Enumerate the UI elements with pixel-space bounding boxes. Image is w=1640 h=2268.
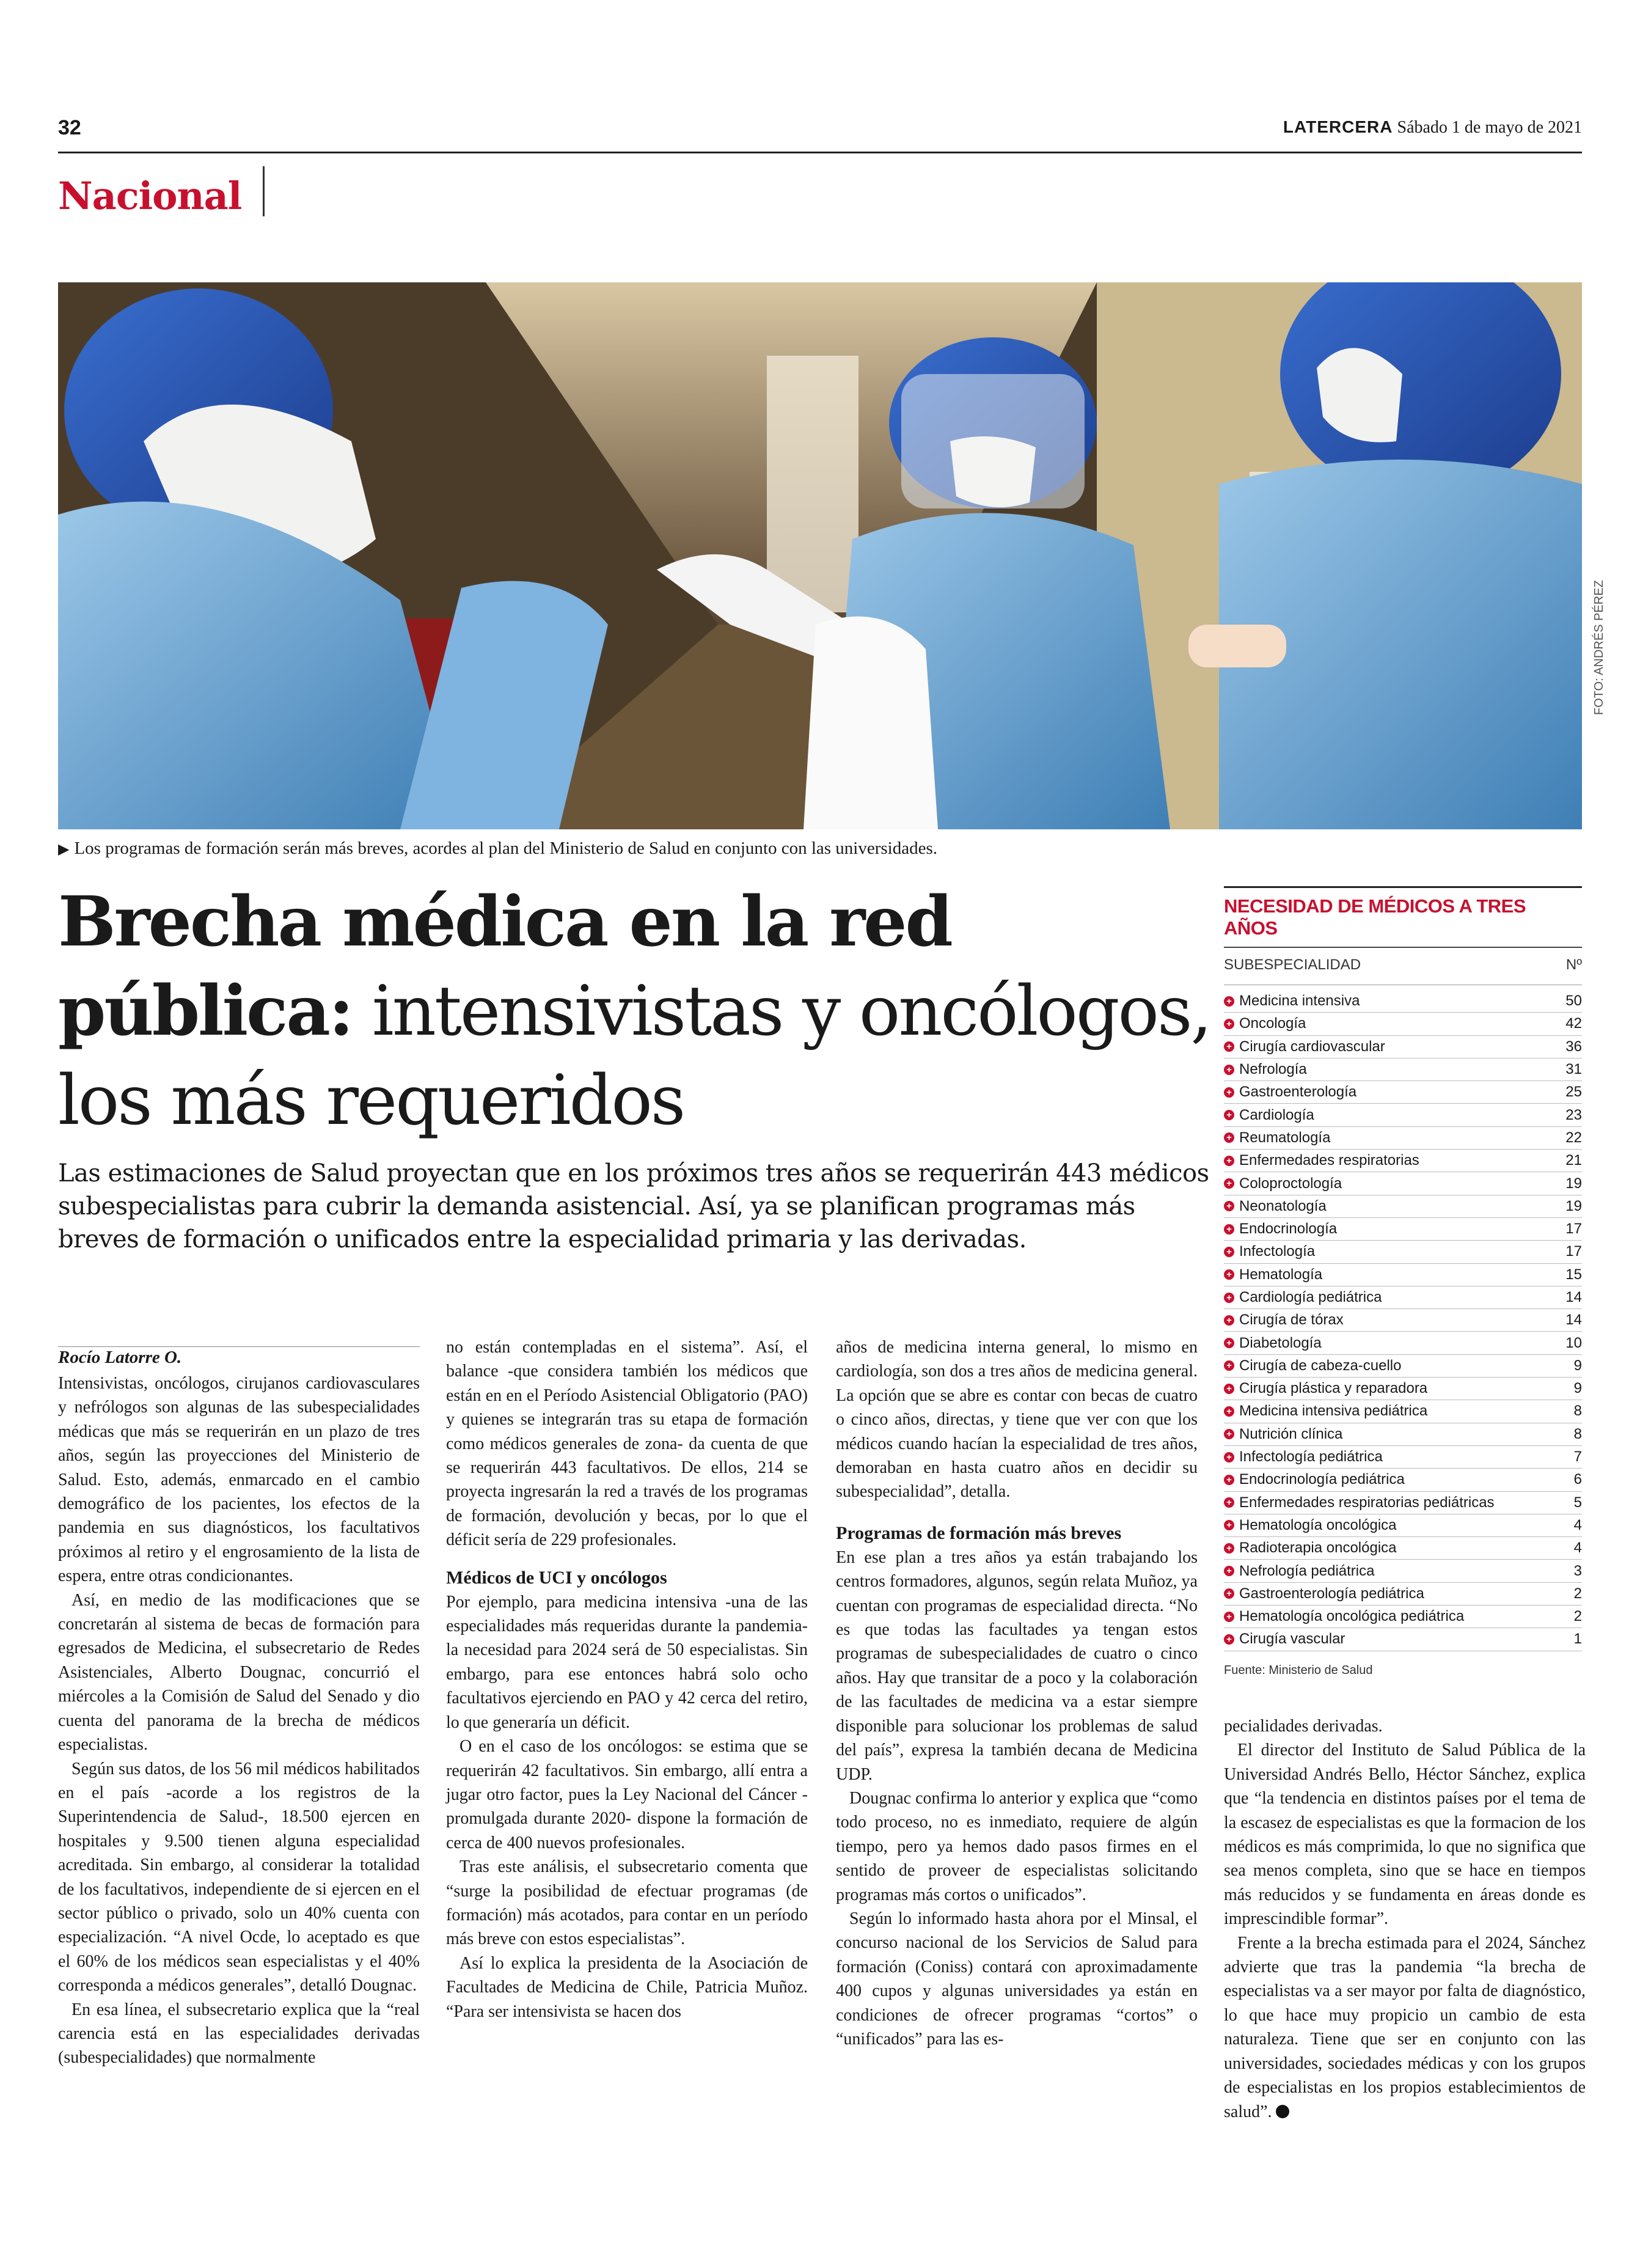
plus-bullet-icon: + (1224, 1041, 1234, 1052)
doctors-needed-value: 19 (1565, 1197, 1582, 1214)
plus-bullet-icon: + (1224, 1315, 1234, 1326)
plus-bullet-icon: + (1224, 1543, 1234, 1554)
table-source: Fuente: Ministerio de Salud (1224, 1663, 1373, 1677)
end-mark-icon (1276, 2105, 1289, 2118)
plus-bullet-icon: + (1224, 1247, 1234, 1257)
table-row (1224, 1195, 1582, 1218)
paragraph: no están contempladas en el sistema”. Así, el balance -que considera también los médicos que están en en el Período Asistencial Obligatorio (PAO) y quienes se integrarán tras su etapa de formación como médicos generales de zona- da cuenta de que se requerirán 443 facultativos. De ellos, 214 se proyecta ingresarán la red a través de los programas de formación, devolución y becas, por lo que el déficit sería de 229 profesionales. (446, 1338, 808, 1550)
subspecialty-name: Enfermedades respiratorias pediátricas (1239, 1494, 1495, 1511)
table-row (1224, 1081, 1582, 1104)
doctors-needed-value: 17 (1565, 1220, 1582, 1238)
table-row (1224, 1264, 1582, 1286)
table-row (1224, 1446, 1582, 1469)
paragraph: pecialidades derivadas. (1224, 1717, 1383, 1736)
plus-bullet-icon: + (1224, 1452, 1234, 1462)
article-photo (58, 282, 1582, 829)
table-row (1224, 990, 1582, 1013)
table-row (1224, 1537, 1582, 1560)
issue-date: Sábado 1 de mayo de 2021 (1397, 118, 1582, 137)
table-row (1224, 1492, 1582, 1514)
table-row (1224, 1583, 1582, 1606)
doctors-needed-value: 36 (1565, 1038, 1582, 1055)
subspecialty-name: Infectología pediátrica (1239, 1448, 1383, 1466)
table-row (1224, 1104, 1582, 1126)
photo-caption (58, 839, 937, 859)
plus-bullet-icon: + (1224, 1475, 1234, 1485)
subspecialty-name: Enfermedades respiratorias (1239, 1152, 1419, 1169)
doctors-needed-value: 6 (1573, 1471, 1582, 1488)
plus-bullet-icon: + (1224, 1065, 1234, 1075)
paragraph: En esa línea, el subsecretario explica que la “real carencia está en las especialidades derivadas (subespecialidades) que normalmente (58, 2000, 420, 2068)
paragraph: Así, en medio de las modificaciones que se concretarán al sistema de becas de formación para egresados de Medicina, el subsecretario de Redes Asistenciales, Alberto Dougnac, concurrió el miércoles a la Comisión de Salud del Senado y dio cuenta del panorama de la brecha de médicos especialistas. (58, 1590, 420, 1755)
article-column-3 (836, 1335, 1198, 2051)
doctors-needed-value: 23 (1565, 1106, 1582, 1123)
page-number: 32 (58, 116, 81, 139)
table-title: NECESIDAD DE MÉDICOS A TRES AÑOS (1224, 895, 1526, 939)
subspecialty-name: Cardiología (1239, 1106, 1314, 1123)
table-row (1224, 1309, 1582, 1332)
table-row (1224, 1606, 1582, 1628)
headline-bold: Brecha médica en la red pública: (58, 882, 951, 1051)
plus-bullet-icon: + (1224, 1087, 1234, 1098)
subspecialty-name: Radioterapia oncológica (1239, 1540, 1397, 1557)
plus-bullet-icon: + (1224, 1588, 1234, 1599)
column-header-subspecialty: SUBESPECIALIDAD (1224, 956, 1361, 973)
subspecialty-name: Cirugía plástica y reparadora (1239, 1380, 1428, 1397)
caption-text: Los programas de formación serán más breves, acordes al plan del Ministerio de Salud en conjunto con las universidades. (74, 839, 938, 858)
doctors-needed-value: 15 (1565, 1266, 1582, 1283)
table-row (1224, 1059, 1582, 1081)
subhead: Médicos de UCI y oncólogos (446, 1567, 667, 1588)
subspecialty-name: Cirugía de tórax (1239, 1312, 1344, 1329)
subspecialty-name: Nutrición clínica (1239, 1425, 1343, 1442)
byline: Rocío Latorre O. (58, 1348, 182, 1367)
subspecialty-name: Gastroenterología (1239, 1084, 1357, 1101)
paragraph: Así lo explica la presidenta de la Asociación de Facultades de Medicina de Chile, Patricia Muñoz. “Para ser intensivista se hacen dos (446, 1953, 808, 2021)
photo-credit: FOTO: ANDRÉS PÉREZ (1592, 580, 1606, 715)
plus-bullet-icon: + (1224, 1132, 1234, 1143)
plus-bullet-icon: + (1224, 1497, 1234, 1508)
table-row (1224, 1469, 1582, 1491)
doctors-needed-value: 2 (1573, 1585, 1582, 1602)
subspecialty-name: Medicina intensiva pediátrica (1239, 1403, 1428, 1420)
plus-bullet-icon: + (1224, 1612, 1234, 1622)
table-row (1224, 1218, 1582, 1241)
table-row (1224, 1332, 1582, 1354)
section-divider (263, 166, 265, 216)
dek: Las estimaciones de Salud proyectan que en los próximos tres años se requerirán 443 médicos subespecialistas para cubrir la demanda asistencial. Así, ya se planifican programas más breves de formación o unificados entre la especialidad primaria y las derivadas. (58, 1159, 1209, 1253)
byline-rule (58, 1346, 420, 1347)
doctors-needed-value: 50 (1565, 993, 1582, 1010)
article-column-4 (1224, 1714, 1586, 2124)
section-title: Nacional (58, 174, 242, 218)
paragraph: Intensivistas, oncólogos, cirujanos cardiovasculares y nefrólogos son algunas de las subespecialidades médicas que más se requerirán en un plazo de tres años, según las proyecciones del Ministerio de Salud. Esto, además, enmarcado en el cambio demográfico de los pacientes, los efectos de la pandemia en sus diagnósticos, los facultativos próximos al retiro y el engrosamiento de la lista de espera, entre otras condicionantes. (58, 1374, 420, 1586)
table-row (1224, 1628, 1582, 1651)
doctors-needed-value: 14 (1565, 1312, 1582, 1329)
plus-bullet-icon: + (1224, 1338, 1234, 1348)
subhead: Programas de formación más breves (836, 1522, 1122, 1543)
table-row (1224, 1378, 1582, 1400)
subspecialty-name: Cirugía de cabeza-cuello (1239, 1357, 1402, 1374)
doctors-needed-value: 22 (1565, 1129, 1582, 1146)
plus-bullet-icon: + (1224, 1566, 1234, 1576)
doctors-needed-value: 8 (1573, 1403, 1582, 1420)
plus-bullet-icon: + (1224, 1156, 1234, 1166)
plus-bullet-icon: + (1224, 1110, 1234, 1120)
doctors-needed-value: 1 (1573, 1631, 1582, 1648)
caption-arrow-icon: ▶ (58, 842, 70, 857)
plus-bullet-icon: + (1224, 1201, 1234, 1211)
plus-bullet-icon: + (1224, 1384, 1234, 1394)
table-row (1224, 1423, 1582, 1446)
doctors-needed-value: 19 (1565, 1175, 1582, 1192)
headline (58, 878, 1219, 1145)
brand-name: LATERCERA (1283, 117, 1393, 136)
table-body (1224, 990, 1582, 1651)
doctors-needed-value: 31 (1565, 1061, 1582, 1078)
table-row (1224, 1013, 1582, 1035)
plus-bullet-icon: + (1224, 1520, 1234, 1530)
subspecialty-name: Hematología oncológica (1239, 1516, 1397, 1533)
paragraph (1224, 1931, 1586, 2124)
paragraph: Tras este análisis, el subsecretario comenta que “surge la posibilidad de efectuar programas (de formación) más acotados, para contar en un período más breve con estos especialistas”. (446, 1857, 808, 1949)
paragraph: Dougnac confirma lo anterior y explica que “como todo proceso, no es inmediato, requiere de algún tiempo, pero ya hemos dado pasos firmes en el sentido de proveer de especialistas solicitando programas más cortos o unificados”. (836, 1788, 1198, 1904)
doctors-needed-value: 42 (1565, 1015, 1582, 1032)
table-row (1224, 1150, 1582, 1172)
doctors-needed-value: 10 (1565, 1334, 1582, 1351)
table-top-rule (1224, 886, 1582, 888)
subspecialty-name: Endocrinología pediátrica (1239, 1471, 1405, 1488)
headline-light: intensivistas y oncólogos, los más requeridos (58, 972, 1211, 1140)
subspecialty-name: Reumatología (1239, 1129, 1331, 1146)
doctors-needed-value: 3 (1573, 1562, 1582, 1579)
subspecialty-name: Infectología (1239, 1243, 1316, 1260)
subspecialty-name: Nefrología (1239, 1061, 1307, 1078)
plus-bullet-icon: + (1224, 1178, 1234, 1189)
doctors-needed-value: 7 (1573, 1448, 1582, 1466)
subspecialty-name: Medicina intensiva (1239, 993, 1360, 1010)
paragraph: años de medicina interna general, lo mismo en cardiología, son dos a tres años de medicina general. La opción que se abre es contar con becas de cuatro o cinco años, directas, y tiene que ver con que los médicos cuando hacían la especialidad de tres años, demoraban en hasta cuatro años en decidir su subespecialidad”, detalla. (836, 1338, 1198, 1502)
doctors-needed-value: 2 (1573, 1608, 1582, 1625)
doctors-needed-value: 17 (1565, 1243, 1582, 1260)
plus-bullet-icon: + (1224, 1429, 1234, 1439)
doctors-needed-value: 5 (1573, 1494, 1582, 1511)
paragraph: O en el caso de los oncólogos: se estima que se requerirán 42 facultativos. Sin embargo, allí entra a jugar otro factor, pues la Ley Nacional del Cáncer -promulgada durante 2020- dispone la formación de cerca de 400 nuevos profesionales. (446, 1737, 808, 1852)
subspecialty-name: Hematología (1239, 1266, 1323, 1283)
doctors-needed-value: 9 (1573, 1380, 1582, 1397)
subspecialty-name: Nefrología pediátrica (1239, 1562, 1375, 1579)
table-row (1224, 1036, 1582, 1059)
plus-bullet-icon: + (1224, 1360, 1234, 1371)
plus-bullet-icon: + (1224, 1634, 1234, 1645)
plus-bullet-icon: + (1224, 1224, 1234, 1235)
subspecialty-name: Coloproctología (1239, 1175, 1342, 1192)
subspecialty-name: Cirugía cardiovascular (1239, 1038, 1385, 1055)
table-row (1224, 1241, 1582, 1263)
subspecialty-name: Diabetología (1239, 1334, 1322, 1351)
doctors-needed-value: 14 (1565, 1289, 1582, 1305)
table-row (1224, 1355, 1582, 1378)
table-title-rule (1224, 947, 1582, 948)
doctors-needed-table (1224, 886, 1582, 1678)
table-row (1224, 1172, 1582, 1195)
table-row (1224, 1514, 1582, 1537)
plus-bullet-icon: + (1224, 1293, 1234, 1303)
table-row (1224, 1400, 1582, 1423)
doctors-needed-value: 4 (1573, 1540, 1582, 1557)
article-column-1 (58, 1348, 420, 2070)
subspecialty-name: Oncología (1239, 1015, 1306, 1032)
doctors-needed-value: 4 (1573, 1516, 1582, 1533)
doctors-needed-value: 9 (1573, 1357, 1582, 1374)
subspecialty-name: Neonatología (1239, 1197, 1327, 1214)
subspecialty-name: Hematología oncológica pediátrica (1239, 1608, 1465, 1625)
table-row (1224, 1127, 1582, 1150)
table-header (1224, 956, 1582, 977)
plus-bullet-icon: + (1224, 1269, 1234, 1280)
table-row (1224, 1560, 1582, 1582)
doctors-needed-value: 25 (1565, 1084, 1582, 1101)
paragraph: En ese plan a tres años ya están trabajando los centros formadores, algunos, según relata Muñoz, ya cuentan con programas de especialidad directa. “No es que todas las facultades ya tengan estos programas de subespecialidades de cuatro o cinco años. Hay que transitar de a poco y la colaboración de las facultades de medicina va a estar siempre disponible para solucionar los problemas de salud del país”, expresa la también decana de Medicina UDP. (836, 1547, 1198, 1784)
doctors-needed-value: 8 (1573, 1425, 1582, 1442)
paragraph: El director del Instituto de Salud Pública de la Universidad Andrés Bello, Héctor Sánchez, explica que “la tendencia en distintos países por el tema de la escasez de especialistas es que la formacion de los médicos es más comprimida, lo que no significa que sea menos completa, sino que se hace en tiempos más reducidos y se fundamenta en áreas donde es imprescindible formar”. (1224, 1741, 1586, 1929)
masthead (1283, 117, 1582, 138)
subspecialty-name: Cardiología pediátrica (1239, 1289, 1382, 1305)
table-row (1224, 1286, 1582, 1309)
doctors-needed-value: 21 (1565, 1152, 1582, 1169)
plus-bullet-icon: + (1224, 996, 1234, 1007)
hospital-staff-illustration (58, 282, 1582, 829)
paragraph: Por ejemplo, para medicina intensiva -una de las especialidades más requeridas durante la pandemia- la necesidad para 2024 será de 50 especialistas. Sin embargo, para ese entonces habrá solo ocho facultativos ejerciendo en PAO y 42 cerca del retiro, lo que generaría un déficit. (446, 1592, 808, 1732)
paragraph: Según sus datos, de los 56 mil médicos habilitados en el país -acorde a los registros de la Superintendencia de Salud-, 18.500 ejercen en hospitales y 9.500 tienen alguna especialidad acreditada. Sin embargo, al considerar la totalidad de los facultativos, independiente de si ejercen en el sector público o privado, solo un 40% cuenta con especialización. “A nivel Ocde, lo aceptado es que el 60% de los médicos sean especialistas y el 40% corresponda a médicos generales”, detalló Dougnac. (58, 1759, 420, 1995)
plus-bullet-icon: + (1224, 1019, 1234, 1029)
subspecialty-name: Endocrinología (1239, 1220, 1338, 1238)
paragraph-text: Frente a la brecha estimada para el 2024, Sánchez advierte que tras la pandemia “la brecha de especialistas va a ser mayor por falta de diagnóstico, lo que hace muy propicio un cambio de esta naturaleza. Tiene que ser en conjunto con las universidades, sociedades médicas y con los grupos de especialistas en los propios establecimientos de salud”. (1224, 1933, 1586, 2121)
paragraph: Según lo informado hasta ahora por el Minsal, el concurso nacional de los Servicios de Salud para formación (Coniss) contará con aproximadamente 400 cupos y algunas universidades ya están en condiciones de ofrecer programas “cortos” o “unificados” para las es- (836, 1909, 1198, 2049)
header-rule (58, 152, 1582, 153)
subspecialty-name: Gastroenterología pediátrica (1239, 1585, 1424, 1602)
article-column-2 (446, 1335, 808, 2024)
column-header-number: Nº (1565, 956, 1582, 973)
subspecialty-name: Cirugía vascular (1239, 1631, 1345, 1648)
plus-bullet-icon: + (1224, 1406, 1234, 1417)
